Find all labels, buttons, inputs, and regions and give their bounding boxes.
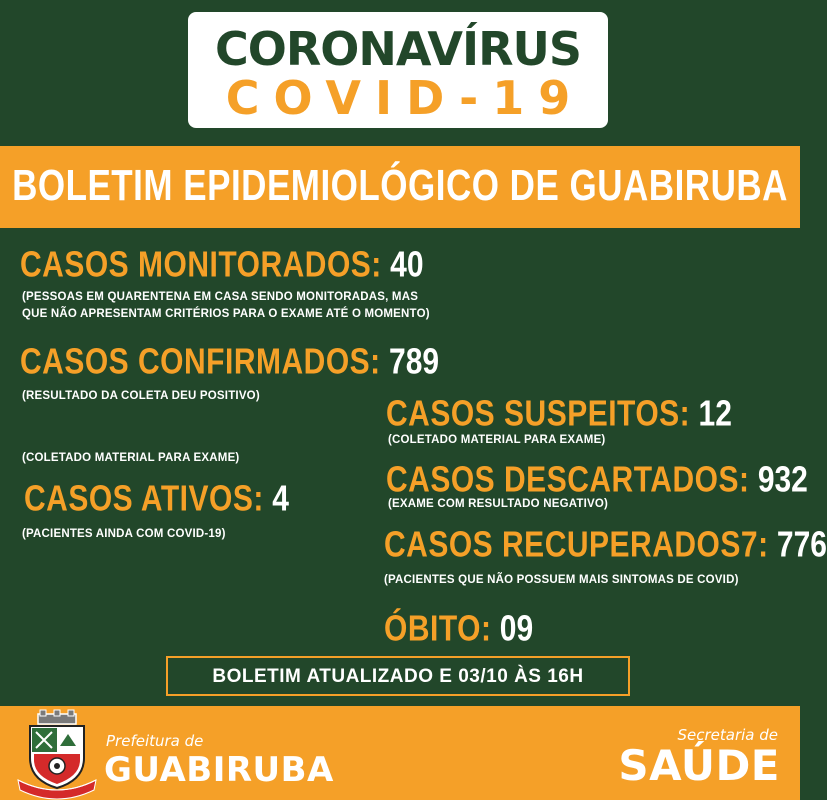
stat-monitorados-label: CASOS MONITORADOS:	[20, 245, 382, 285]
stat-recuperados-value: 776	[776, 525, 827, 565]
title-coronavirus: CORONAVÍRUS	[215, 22, 581, 76]
stat-obito-value: 09	[499, 609, 534, 649]
note-ativos: (PACIENTES AINDA COM COVID-19)	[22, 528, 226, 540]
header-title-box	[188, 12, 608, 128]
note-descartados: (EXAME COM RESULTADO NEGATIVO)	[388, 498, 609, 510]
stat-descartados-label: CASOS DESCARTADOS:	[386, 460, 750, 500]
stat-recuperados-label: CASOS RECUPERADOS7:	[384, 525, 769, 565]
stat-ativos-label: CASOS ATIVOS:	[24, 479, 264, 519]
note-monitorados-line1: (PESSOAS EM QUARENTENA EM CASA SENDO MONITORADAS, MAS	[22, 291, 419, 303]
stat-ativos	[24, 478, 289, 521]
municipal-crest-icon	[16, 710, 98, 798]
stat-recuperados	[384, 524, 827, 567]
bulletin-banner	[0, 146, 800, 228]
stat-confirmados	[20, 341, 439, 384]
stat-suspeitos	[386, 393, 732, 436]
note-coletado: (COLETADO MATERIAL PARA EXAME)	[22, 452, 240, 464]
note-monitorados-line2: QUE NÃO APRESENTAM CRITÉRIOS PARA O EXAME ATÉ O MOMENTO)	[22, 308, 430, 320]
stat-obito	[384, 608, 533, 651]
stat-confirmados-label: CASOS CONFIRMADOS:	[20, 342, 381, 382]
update-text: BOLETIM ATUALIZADO E 03/10 ÀS 16H	[212, 666, 584, 687]
stat-ativos-value: 4	[272, 479, 289, 519]
note-recuperados: (PACIENTES QUE NÃO POSSUEM MAIS SINTOMAS DE COVID)	[384, 574, 739, 586]
stat-suspeitos-label: CASOS SUSPEITOS:	[386, 394, 691, 434]
note-confirmados: (RESULTADO DA COLETA DEU POSITIVO)	[22, 390, 260, 402]
secretaria-small-text: Secretaria de	[677, 726, 778, 744]
footer	[0, 706, 800, 800]
secretaria-name: SAÚDE	[618, 741, 780, 790]
prefeitura-name: GUABIRUBA	[104, 750, 334, 790]
bulletin-title: BOLETIM EPIDEMIOLÓGICO DE GUABIRUBA	[12, 161, 788, 210]
update-box	[166, 656, 630, 696]
prefeitura-small-text: Prefeitura de	[106, 732, 204, 750]
stat-obito-label: ÓBITO:	[384, 609, 492, 649]
title-covid19: COVID-19	[225, 71, 585, 125]
stat-monitorados-value: 40	[390, 245, 424, 285]
stat-confirmados-value: 789	[389, 342, 440, 382]
note-suspeitos: (COLETADO MATERIAL PARA EXAME)	[388, 434, 606, 446]
stat-descartados-value: 932	[757, 460, 808, 500]
stat-suspeitos-value: 12	[698, 394, 732, 434]
stat-monitorados	[20, 244, 424, 287]
